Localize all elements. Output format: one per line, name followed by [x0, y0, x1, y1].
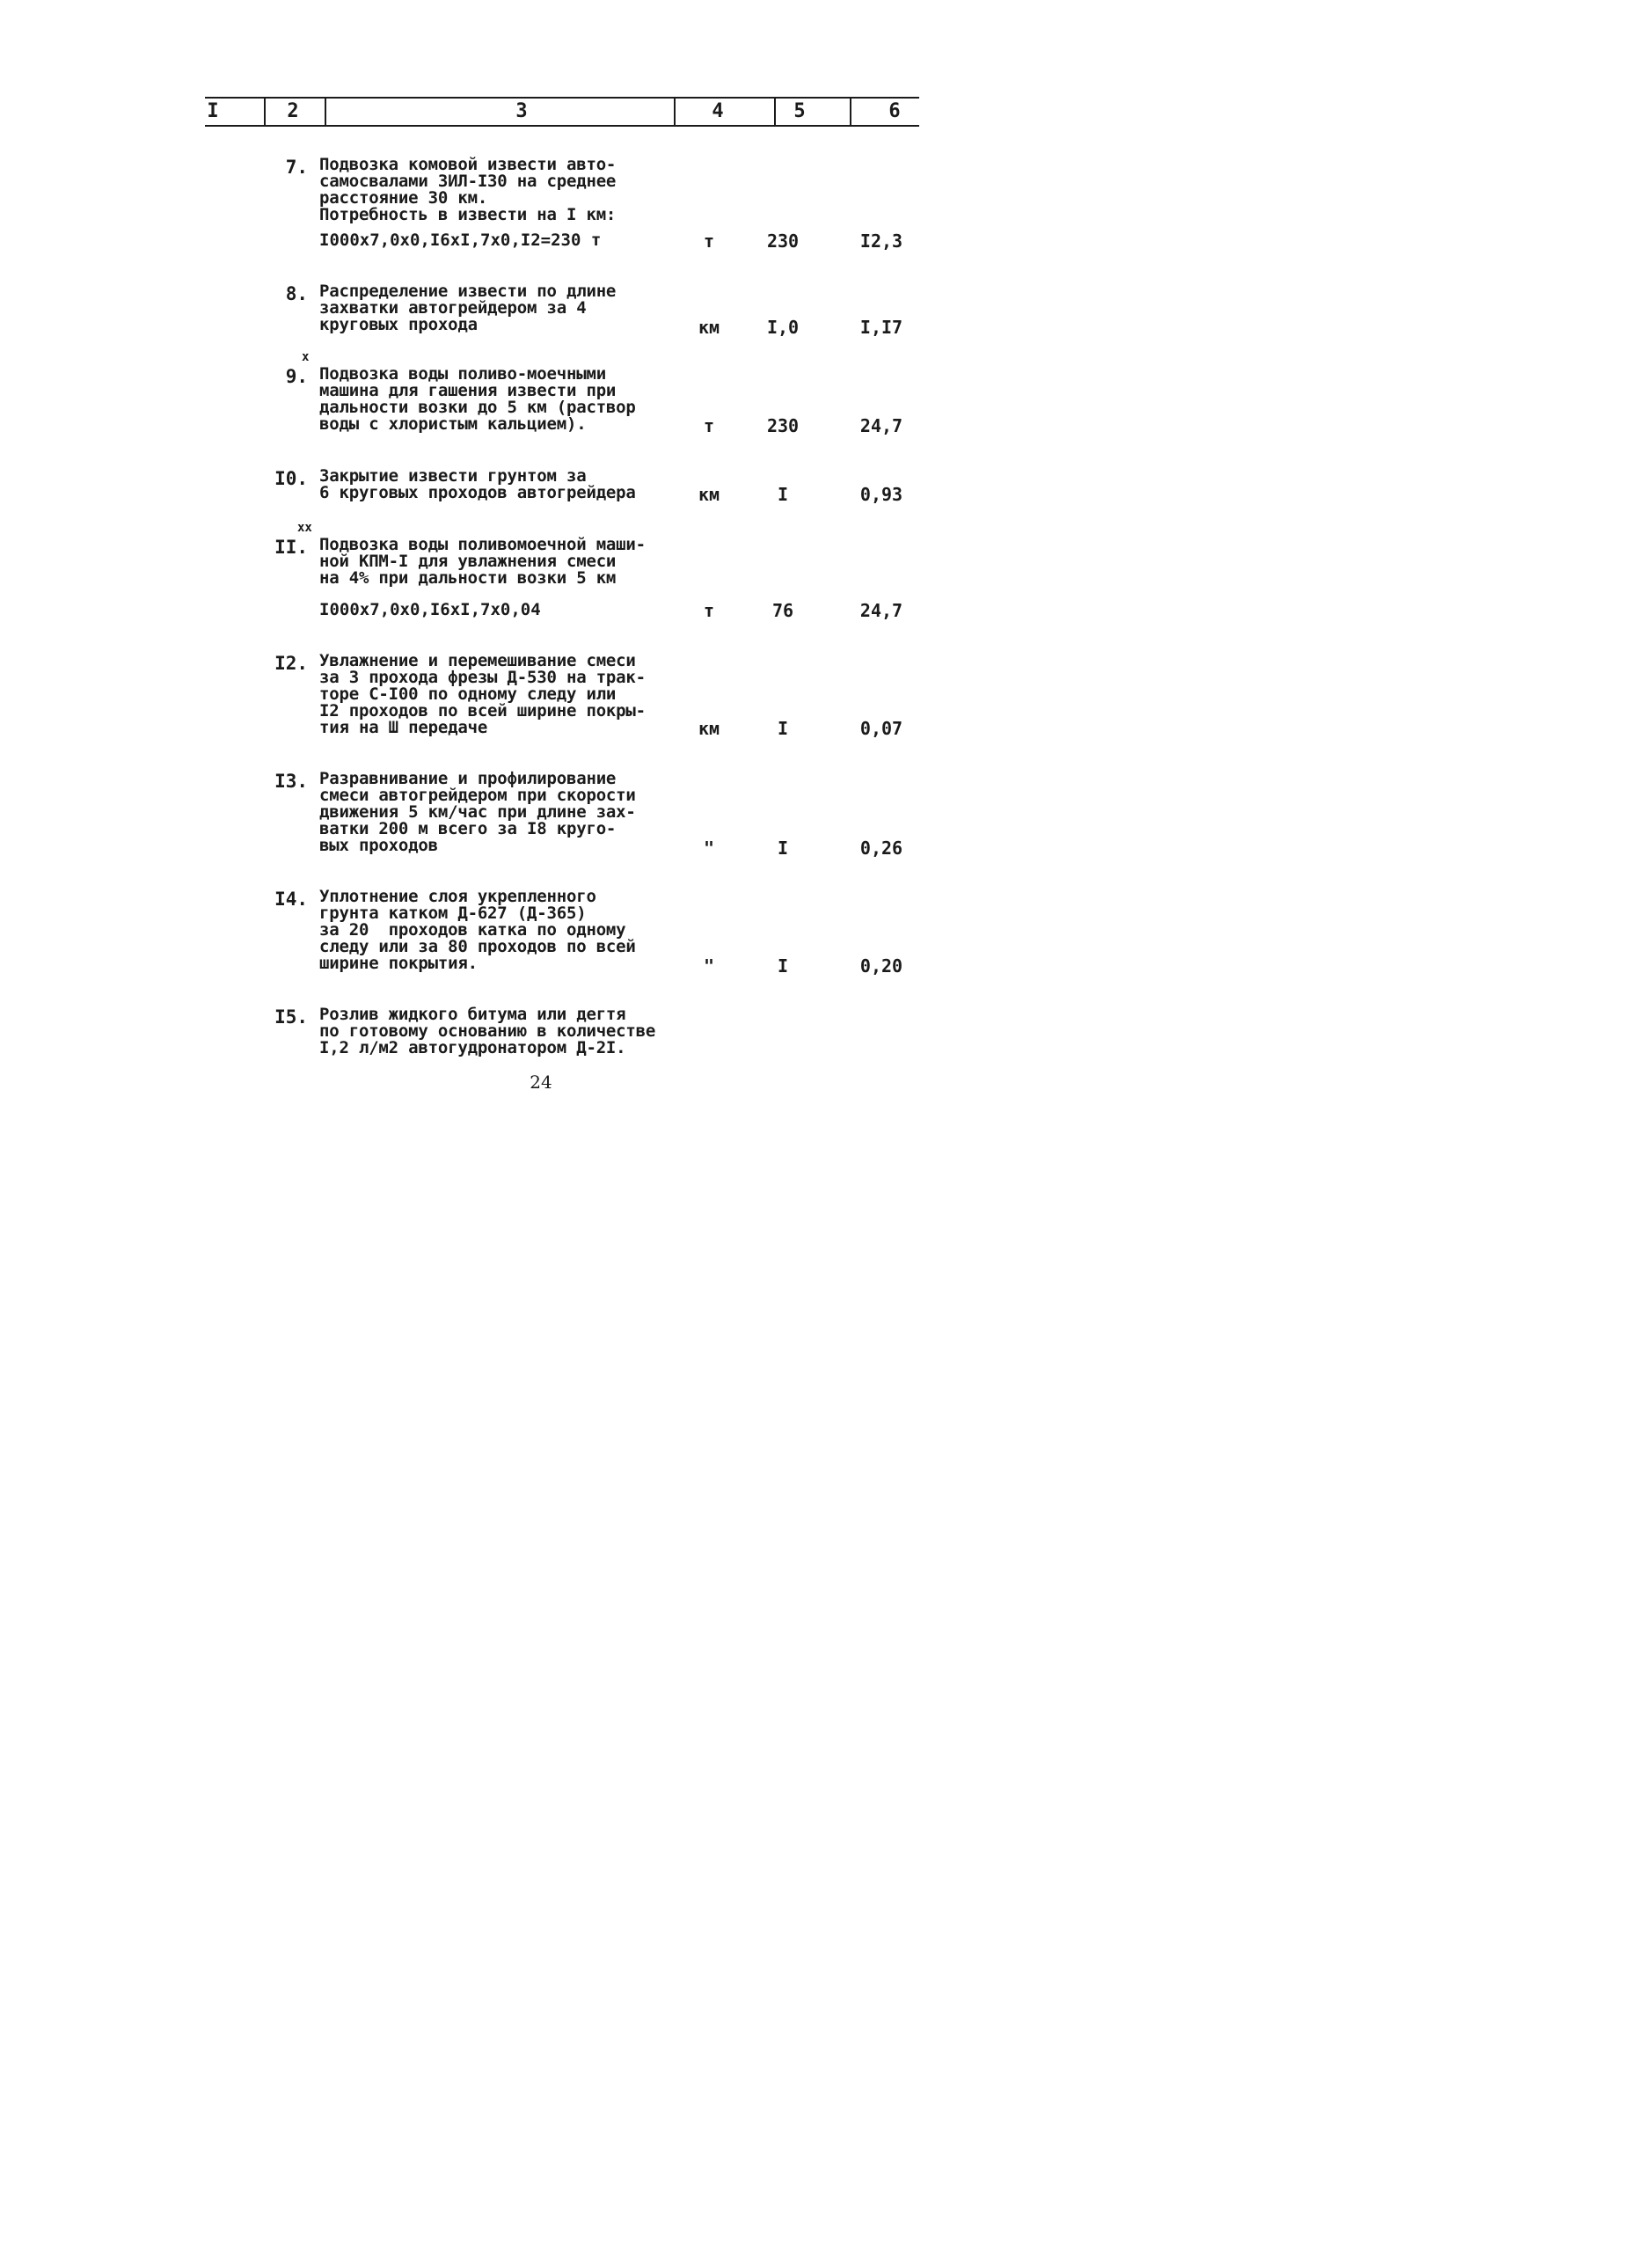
row-description: Увлажнение и перемешивание смеси за 3 прохода фрезы Д-530 на трак- торе С-I00 по одному следу или I2 проходов по всей ширине покры- тия на Ш передаче: [319, 651, 646, 737]
row-calculation: I000x7,0x0,I6xI,7x0,04: [319, 600, 541, 619]
row-calculation: I000x7,0x0,I6xI,7x0,I2=230 т: [319, 230, 602, 250]
row-result: 0,20: [859, 955, 903, 977]
row-description: Распределение извести по длине захватки автогрейдером за 4 круговых прохода: [319, 282, 617, 334]
header-divider: [774, 97, 776, 125]
header-divider: [674, 97, 676, 125]
row-number: II.: [274, 537, 308, 558]
row-number: I3.: [274, 771, 308, 792]
document-page: [0, 0, 1001, 1381]
row-description: Розлив жидкого битума или дегтя по готовому основанию в количестве I,2 л/м2 автогудронатором Д-2I.: [319, 1005, 656, 1057]
row-unit: ": [703, 955, 715, 977]
row-unit: т: [703, 415, 715, 436]
row-result: 0,07: [859, 718, 903, 739]
row-result: I2,3: [859, 230, 903, 252]
page-number: 24: [530, 1072, 552, 1093]
row-description: Уплотнение слоя укрепленного грунта катком Д-627 (Д-365) за 20 проходов катка по одному следу или за 80 проходов по всей ширине покрытия.: [319, 887, 636, 973]
row-quantity: I: [777, 484, 789, 505]
column-header-6: 6: [888, 100, 901, 122]
row-quantity: 230: [766, 230, 800, 252]
row-unit: км: [698, 718, 720, 739]
row-quantity: I: [777, 718, 789, 739]
row-quantity: I: [777, 838, 789, 859]
footnote-mark: хх: [297, 521, 312, 535]
row-description: Подвозка комовой извести авто- самосвалами ЗИЛ-I30 на среднее расстояние 30 км. Потребность в извести на I км:: [319, 155, 617, 224]
row-number: 8.: [285, 283, 308, 304]
column-header-5: 5: [793, 100, 806, 122]
row-result: 0,26: [859, 838, 903, 859]
row-result: 24,7: [859, 600, 903, 621]
row-unit: т: [703, 230, 715, 252]
row-number: I0.: [274, 468, 308, 489]
footnote-mark: х: [302, 350, 310, 364]
row-result: 24,7: [859, 415, 903, 436]
row-description: Подвозка воды поливомоечной маши- ной КПМ-I для увлажнения смеси на 4% при дальности возки 5 км: [319, 535, 646, 588]
row-number: 7.: [285, 157, 308, 178]
row-description: Разравнивание и профилирование смеси автогрейдером при скорости движения 5 км/час при длине зах- ватки 200 м всего за I8 кругo- вых проходов: [319, 769, 636, 855]
row-unit: т: [703, 600, 715, 621]
row-number: I5.: [274, 1006, 308, 1028]
row-unit: км: [698, 317, 720, 338]
row-result: 0,93: [859, 484, 903, 505]
header-divider: [264, 97, 266, 125]
row-number: I4.: [274, 889, 308, 910]
row-quantity: 76: [771, 600, 794, 621]
column-header-1: I: [207, 100, 219, 122]
row-unit: км: [698, 484, 720, 505]
header-rule-bottom: [205, 125, 919, 127]
header-rule-top: [205, 97, 919, 99]
column-header-3: 3: [515, 100, 528, 122]
row-quantity: I: [777, 955, 789, 977]
row-unit: ": [703, 838, 715, 859]
row-description: Подвозка воды поливо-моечными машина для гашения извести при дальности возки до 5 км (раствор воды с хлористым кальцием).: [319, 364, 636, 434]
row-number: I2.: [274, 653, 308, 674]
column-header-2: 2: [287, 100, 299, 122]
row-quantity: I,0: [766, 317, 800, 338]
row-description: Закрытие извести грунтом за 6 круговых проходов автогрейдера: [319, 466, 636, 502]
row-number: 9.: [285, 366, 308, 387]
header-divider: [325, 97, 326, 125]
row-result: I,I7: [859, 317, 903, 338]
row-quantity: 230: [766, 415, 800, 436]
column-header-4: 4: [712, 100, 724, 122]
header-divider: [850, 97, 851, 125]
